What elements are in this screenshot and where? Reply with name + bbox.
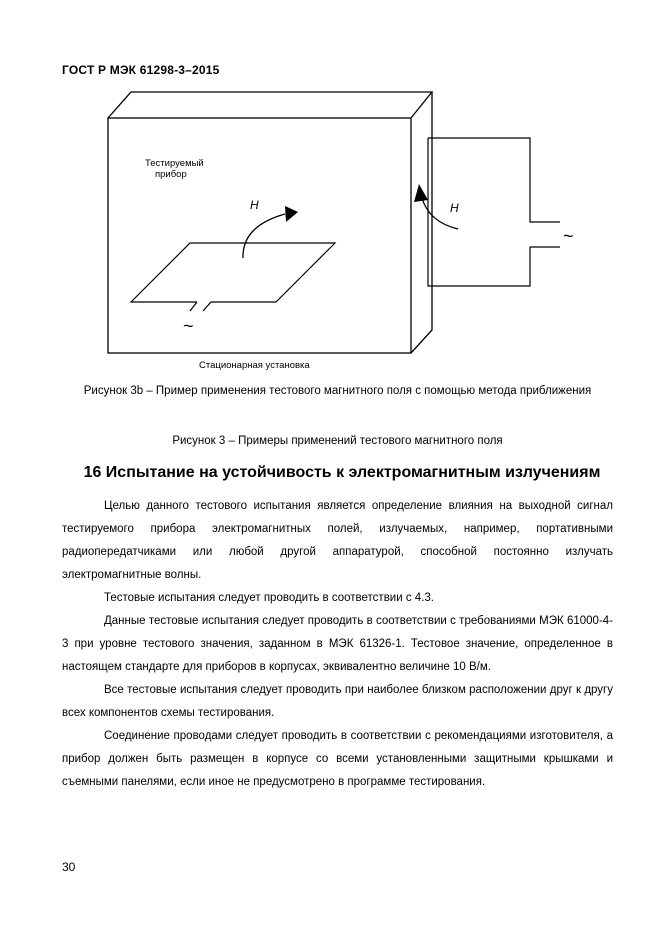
device-box-front [108,118,411,353]
figure-3-caption: Рисунок 3 – Примеры применений тестового магнитного поля [172,435,503,447]
arrowhead-left [285,206,298,222]
paragraph: Все тестовые испытания следует проводить при наиболее близком расположении друг к другу всех компонентов схемы тестирования. [62,684,613,719]
device-label-line2: прибор [155,169,187,180]
paragraph: Тестовые испытания следует проводить в соответствии с 4.3. [104,592,434,604]
field-label-left: H [250,198,259,212]
paragraph: Соединение проводами следует проводить в соответствии с рекомендациями изготовителя, а прибор должен быть размещен в корпусе со всеми установленными защитными крышками и съемными панелями, если иное не предусмотрено в программе тестирования. [62,730,613,788]
section-title: 16 Испытание на устойчивость к электромагнитным излучениям [83,464,601,481]
document-header: ГОСТ Р МЭК 61298-3–2015 [62,63,220,77]
device-box-top [108,92,432,118]
page-number: 30 [62,860,76,874]
tilde-right: ~ [563,226,574,246]
field-arrow-left [243,214,285,258]
tilde-left: ~ [183,316,194,336]
arrowhead-right [414,184,428,202]
device-label-line1: Тестируемый [145,158,204,169]
figure-3b-caption: Рисунок 3b – Пример применения тестового магнитного поля с помощью метода приближения [83,385,592,397]
antenna-loop [131,243,335,311]
figure-3b-diagram [0,0,661,380]
paragraph: Данные тестовые испытания следует проводить в соответствии с требованиями МЭК 61000-4-3 при уровне тестового значения, заданном в МЭК 61326-1. Тестовое значение, определенное в настоящем стандарте для приборов в корпусах, эквивалентно величине 10 В/м. [62,615,613,673]
proximity-loop [428,138,560,286]
device-box-side [411,92,432,353]
stand-label: Стационарная установка [199,360,310,371]
field-label-right: H [450,201,459,215]
section-body [62,495,613,794]
paragraph: Целью данного тестового испытания является определение влияния на выходной сигнал тестируемого прибора электромагнитных полей, излучаемых, например, портативными радиопередатчиками или любой другой аппаратурой, способной постоянно излучать электромагнитные волны. [62,500,613,581]
